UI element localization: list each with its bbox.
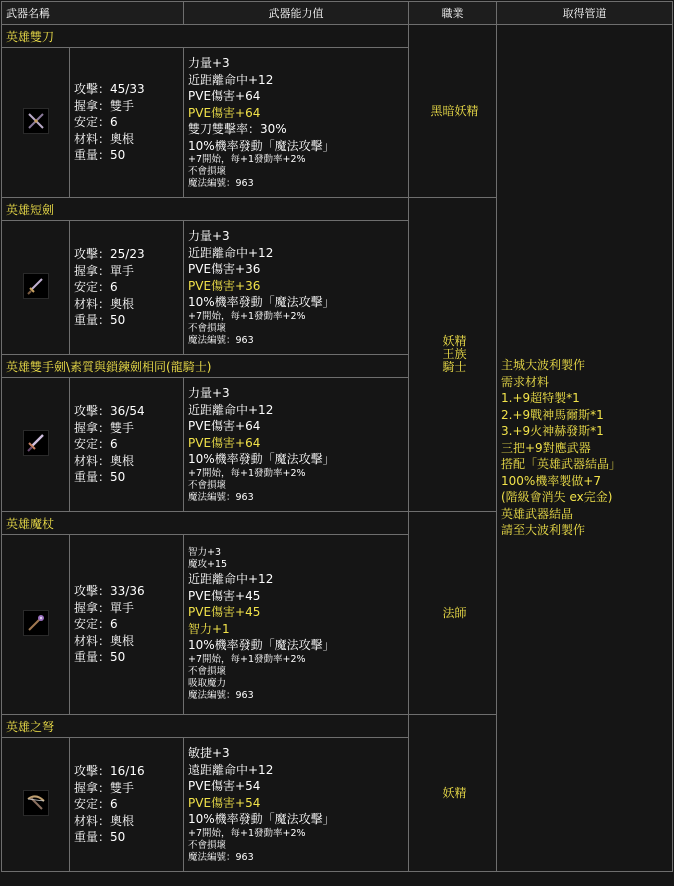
ability-line: 力量+3	[188, 386, 230, 401]
header-ability: 武器能力值	[184, 2, 409, 25]
ability-list	[184, 378, 409, 512]
stat-line: 材料：奧根	[74, 453, 135, 468]
stat-line: 重量：50	[74, 650, 126, 665]
stat-line: 重量：50	[74, 148, 126, 163]
class-label: 騎士	[442, 360, 467, 374]
weapon-icon-cell	[2, 378, 70, 512]
source-line: 英雄武器結晶	[501, 506, 574, 521]
stat-line: 安定：6	[74, 280, 118, 295]
dagger-icon	[23, 273, 49, 299]
ability-line: 10%機率發動「魔法攻擊」	[188, 295, 335, 310]
ability-line: PVE傷害+64	[188, 419, 261, 434]
stat-line: 攻擊：33/36	[74, 584, 145, 599]
weapon-name-row	[2, 25, 673, 48]
two-handed-sword-icon	[23, 430, 49, 456]
weapon-name: 英雄之弩	[2, 715, 409, 738]
class-label: 王族	[442, 347, 467, 361]
base-stats	[70, 221, 184, 355]
stat-line: 重量：50	[74, 830, 126, 845]
weapon-name: 英雄雙刀	[2, 25, 409, 48]
weapon-name: 英雄魔杖	[2, 512, 409, 535]
source-line: (階級會消失 ex完金)	[501, 490, 613, 505]
ability-line: 遠距離命中+12	[188, 762, 274, 777]
ability-line: 不會損壞	[188, 839, 227, 851]
ability-line: PVE傷害+54	[188, 795, 261, 810]
base-stats	[70, 48, 184, 198]
source-cell	[497, 25, 673, 872]
stat-line: 攻擊：16/16	[74, 764, 145, 779]
stat-line: 安定：6	[74, 797, 118, 812]
source-line: 主城大波利製作	[501, 358, 586, 373]
stat-line: 重量：50	[74, 313, 126, 328]
ability-line: 魔法編號：963	[188, 689, 254, 701]
class-cell	[409, 512, 497, 715]
stat-line: 材料：奧根	[74, 633, 135, 648]
stat-line: 安定：6	[74, 115, 118, 130]
base-stats	[70, 738, 184, 872]
ability-line: 10%機率發動「魔法攻擊」	[188, 138, 335, 153]
ability-line: 吸取魔力	[188, 677, 227, 689]
class-label: 妖精	[442, 334, 467, 348]
stat-line: 握拿：單手	[74, 600, 135, 615]
ability-list	[184, 738, 409, 872]
class-cell	[409, 198, 497, 512]
source-line: 100%機率製做+7	[501, 473, 601, 488]
ability-line: PVE傷害+64	[188, 89, 261, 103]
ability-line: +7開始，每+1發動率+2%	[188, 653, 306, 665]
class-cell	[409, 25, 497, 198]
weapon-icon-cell	[2, 535, 70, 715]
header-name: 武器名稱	[2, 2, 184, 25]
ability-line: 近距離命中+12	[188, 572, 274, 587]
ability-line: 力量+3	[188, 229, 230, 244]
ability-line: 近距離命中+12	[188, 245, 274, 260]
weapon-name: 英雄雙手劍\素質與鎖鍊劍相同(龍騎士)	[2, 355, 409, 378]
ability-line: +7開始，每+1發動率+2%	[188, 310, 306, 322]
class-label: 法師	[442, 605, 467, 620]
source-line: 搭配「英雄武器結晶」	[501, 457, 622, 472]
stat-line: 重量：50	[74, 470, 126, 485]
source-line: 1.+9超特製*1	[501, 391, 580, 406]
ability-line: +7開始，每+1發動率+2%	[188, 827, 306, 839]
ability-line: 魔法編號：963	[188, 851, 254, 863]
source-line: 請至大波利製作	[501, 523, 586, 538]
ability-line: PVE傷害+36	[188, 278, 261, 293]
base-stats	[70, 535, 184, 715]
base-stats	[70, 378, 184, 512]
ability-line: 雙刀雙擊率：30%	[188, 122, 287, 136]
stat-line: 攻擊：36/54	[74, 404, 145, 419]
ability-line: +7開始，每+1發動率+2%	[188, 154, 306, 165]
stat-line: 攻擊：45/33	[74, 82, 145, 97]
ability-line: 不會損壞	[188, 665, 227, 677]
ability-line: PVE傷害+64	[188, 105, 261, 120]
ability-line: +7開始，每+1發動率+2%	[188, 467, 306, 479]
ability-list	[184, 48, 409, 198]
weapon-icon-cell	[2, 738, 70, 872]
ability-line: 智力+3	[188, 547, 222, 559]
class-label: 妖精	[442, 785, 467, 800]
ability-line: 不會損壞	[188, 322, 227, 334]
ability-line: 魔法編號：963	[188, 178, 254, 189]
ability-list	[184, 221, 409, 355]
dual-blade-icon	[23, 108, 49, 134]
ability-line: 敏捷+3	[188, 746, 230, 761]
weapon-icon-cell	[2, 221, 70, 355]
source-list	[501, 357, 672, 539]
ability-line: 智力+1	[188, 621, 230, 636]
stat-line: 攻擊：25/23	[74, 247, 145, 262]
ability-line: 魔法編號：963	[188, 491, 254, 503]
staff-icon	[23, 610, 49, 636]
ability-line: 10%機率發動「魔法攻擊」	[188, 452, 335, 467]
stat-line: 材料：奧根	[74, 296, 135, 311]
ability-line: PVE傷害+36	[188, 262, 261, 277]
ability-line: PVE傷害+64	[188, 435, 261, 450]
header-class: 職業	[409, 2, 497, 25]
ability-line: 近距離命中+12	[188, 72, 274, 87]
stat-line: 握拿：雙手	[74, 780, 135, 795]
class-label: 黑暗妖精	[430, 103, 479, 118]
stat-line: 材料：奧根	[74, 131, 135, 146]
ability-list	[184, 535, 409, 715]
weapon-table	[1, 1, 673, 872]
source-line: 三把+9對應武器	[501, 440, 591, 455]
header-source: 取得管道	[497, 2, 673, 25]
crossbow-icon	[23, 790, 49, 816]
ability-line: 魔法編號：963	[188, 334, 254, 346]
stat-line: 安定：6	[74, 437, 118, 452]
stat-line: 安定：6	[74, 617, 118, 632]
ability-line: 魔攻+15	[188, 559, 228, 571]
ability-line: 10%機率發動「魔法攻擊」	[188, 638, 335, 653]
ability-line: 不會損壞	[188, 166, 227, 177]
weapon-icon-cell	[2, 48, 70, 198]
source-line: 3.+9火神赫發斯*1	[501, 424, 604, 439]
class-cell	[409, 715, 497, 872]
ability-line: PVE傷害+45	[188, 605, 261, 620]
stat-line: 材料：奧根	[74, 813, 135, 828]
ability-line: PVE傷害+45	[188, 588, 261, 603]
stat-line: 握拿：雙手	[74, 98, 135, 113]
source-line: 需求材料	[501, 374, 550, 389]
ability-line: 不會損壞	[188, 479, 227, 491]
source-line: 2.+9戰神馬爾斯*1	[501, 407, 604, 422]
stat-line: 握拿：雙手	[74, 420, 135, 435]
stat-line: 握拿：單手	[74, 263, 135, 278]
ability-line: 力量+3	[188, 56, 230, 70]
weapon-name: 英雄短劍	[2, 198, 409, 221]
ability-line: PVE傷害+54	[188, 779, 261, 794]
ability-line: 近距離命中+12	[188, 402, 274, 417]
ability-line: 10%機率發動「魔法攻擊」	[188, 812, 335, 827]
header-row	[2, 2, 673, 25]
